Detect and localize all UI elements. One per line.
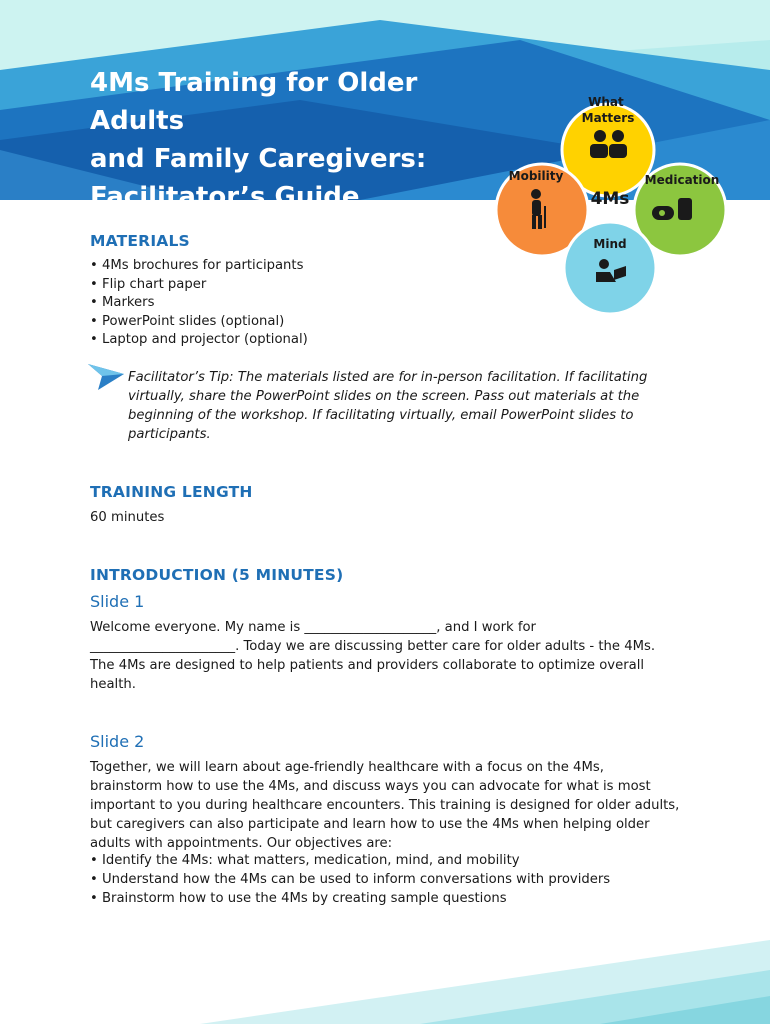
list-item: • Understand how the 4Ms can be used to inform conversations with providers <box>90 870 690 889</box>
training-length-heading: TRAINING LENGTH <box>90 483 253 501</box>
mind-circle <box>564 222 656 314</box>
slide-2-heading: Slide 2 <box>90 732 145 751</box>
footer-wave <box>0 930 770 1024</box>
page-title: 4Ms Training for Older Adults and Family Caregivers: Facilitator’s Guide <box>90 68 427 212</box>
introduction-heading: INTRODUCTION (5 MINUTES) <box>90 566 344 584</box>
slide-1-heading: Slide 1 <box>90 592 145 611</box>
4ms-diagram <box>490 80 770 320</box>
mobility-label: Mobility <box>508 169 564 183</box>
training-length-value: 60 minutes <box>90 510 165 525</box>
facilitator-tip: Facilitator’s Tip: The materials listed are for in-person facilitation. If facilitating virtually, share the PowerPoint slides on the screen. Pass out materials at the beginning of the workshop. If facilitating virtually, email PowerPoint slides to participants. <box>128 370 648 442</box>
materials-heading: MATERIALS <box>90 232 190 250</box>
center-4ms-label: 4Ms <box>590 189 630 209</box>
list-item: • PowerPoint slides (optional) <box>90 313 470 332</box>
slide-1-text: Welcome everyone. My name is ____________________, and I work for ______________________. Today we are discussing better care for older adults - the 4Ms. The 4Ms are designed to help patients and providers collaborate to optimize overall health. <box>90 620 656 692</box>
list-item: • 4Ms brochures for participants <box>90 257 470 276</box>
list-item: • Identify the 4Ms: what matters, medication, mind, and mobility <box>90 851 690 870</box>
mind-label: Mind <box>593 237 627 251</box>
materials-list <box>90 257 470 350</box>
list-item: • Brainstorm how to use the 4Ms by creating sample questions <box>90 889 690 908</box>
tip-arrow-icon <box>88 360 124 390</box>
list-item: • Markers <box>90 294 470 313</box>
slide-2-text: Together, we will learn about age-friendly healthcare with a focus on the 4Ms, brainstorm how to use the 4Ms, and discuss ways you can advocate for what is most important to you during healthcare encounters. This training is designed for older adults, but caregivers can also participate and learn how to use the 4Ms when helping older adults with appointments. Our objectives are: <box>90 760 680 851</box>
list-item: • Flip chart paper <box>90 276 470 295</box>
medication-label: Medication <box>644 173 720 187</box>
list-item: • Laptop and projector (optional) <box>90 331 470 350</box>
what-matters-label: What Matters <box>581 95 635 125</box>
objectives-list <box>90 851 690 908</box>
